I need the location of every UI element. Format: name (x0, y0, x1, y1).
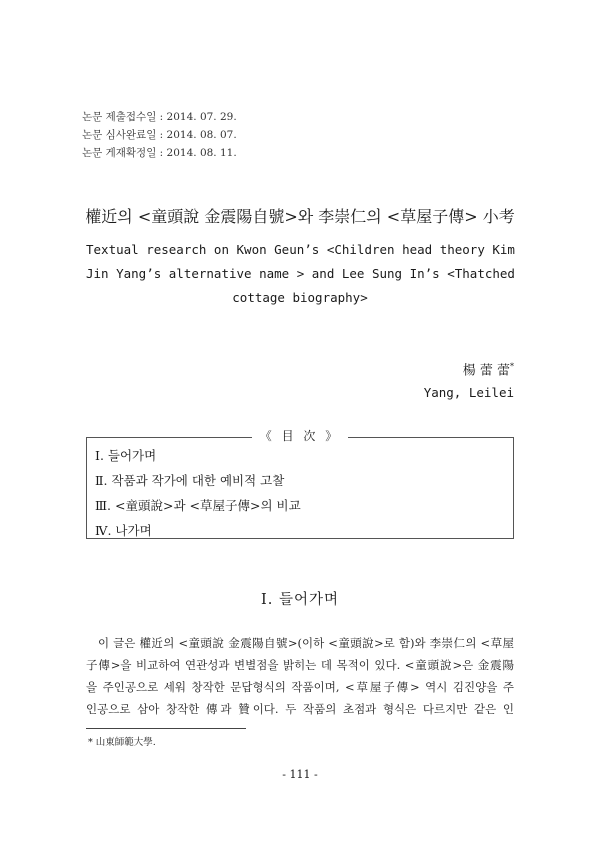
date-reviewed: 논문 심사완료일 : 2014. 08. 07. (82, 129, 237, 141)
body-line: 을 주인공으로 세워 창작한 문답형식의 작품이며, <草屋子傳> 역시 김진양을 주 (86, 680, 514, 694)
footnote: * 山東師範大學. (88, 737, 156, 748)
date-accepted: 논문 게재확정일 : 2014. 08. 11. (82, 147, 237, 159)
author-block (424, 356, 514, 404)
submission-dates (82, 108, 237, 162)
toc-list (95, 443, 301, 543)
title-korean: 權近의 <童頭說 金震陽自號>와 李崇仁의 <草屋子傳> 小考 (85, 207, 515, 226)
title-english-line: Textual research on Kwon Geun’s <Children head theory Kim (86, 242, 515, 257)
footnote-divider (86, 728, 246, 729)
toc-item[interactable]: Ⅰ. 들어가며 (95, 448, 157, 463)
author-english-name: Yang, Leilei (423, 385, 514, 401)
title-english-line: Jin Yang’s alternative name > and Lee Sung In’s <Thatched (86, 266, 515, 281)
body-line: 子傳>을 비교하여 연관성과 변별점을 밝히는 데 목적이 있다. <童頭說>은 金震陽 (86, 658, 514, 672)
date-submitted: 논문 제출접수일 : 2014. 07. 29. (82, 111, 237, 123)
section-heading: Ⅰ. 들어가며 (261, 592, 339, 608)
author-name: 楊 蕾 蕾* (462, 362, 514, 379)
footnote-marker[interactable]: * (510, 362, 514, 371)
body-line: 인공으로 삼아 창작한 傳과 贊이다. 두 작품의 초점과 형식은 다르지만 같은 인 (86, 702, 514, 716)
body-line: 이 글은 權近의 <童頭說 金震陽自號>(이하 <童頭說>로 함)와 李崇仁의 <草屋 (98, 636, 514, 650)
toc-heading: 《 目 次 》 (0, 428, 600, 444)
title-english-line: cottage biography> (232, 290, 368, 305)
toc-item[interactable]: Ⅳ. 나가며 (95, 523, 152, 538)
toc-item[interactable]: Ⅲ. <童頭說>과 <草屋子傳>의 비교 (95, 498, 301, 513)
body-paragraph (86, 632, 514, 720)
toc-item[interactable]: Ⅱ. 작품과 작가에 대한 예비적 고찰 (95, 473, 285, 488)
page-number: - 111 - (282, 768, 318, 781)
title-english (86, 238, 514, 310)
